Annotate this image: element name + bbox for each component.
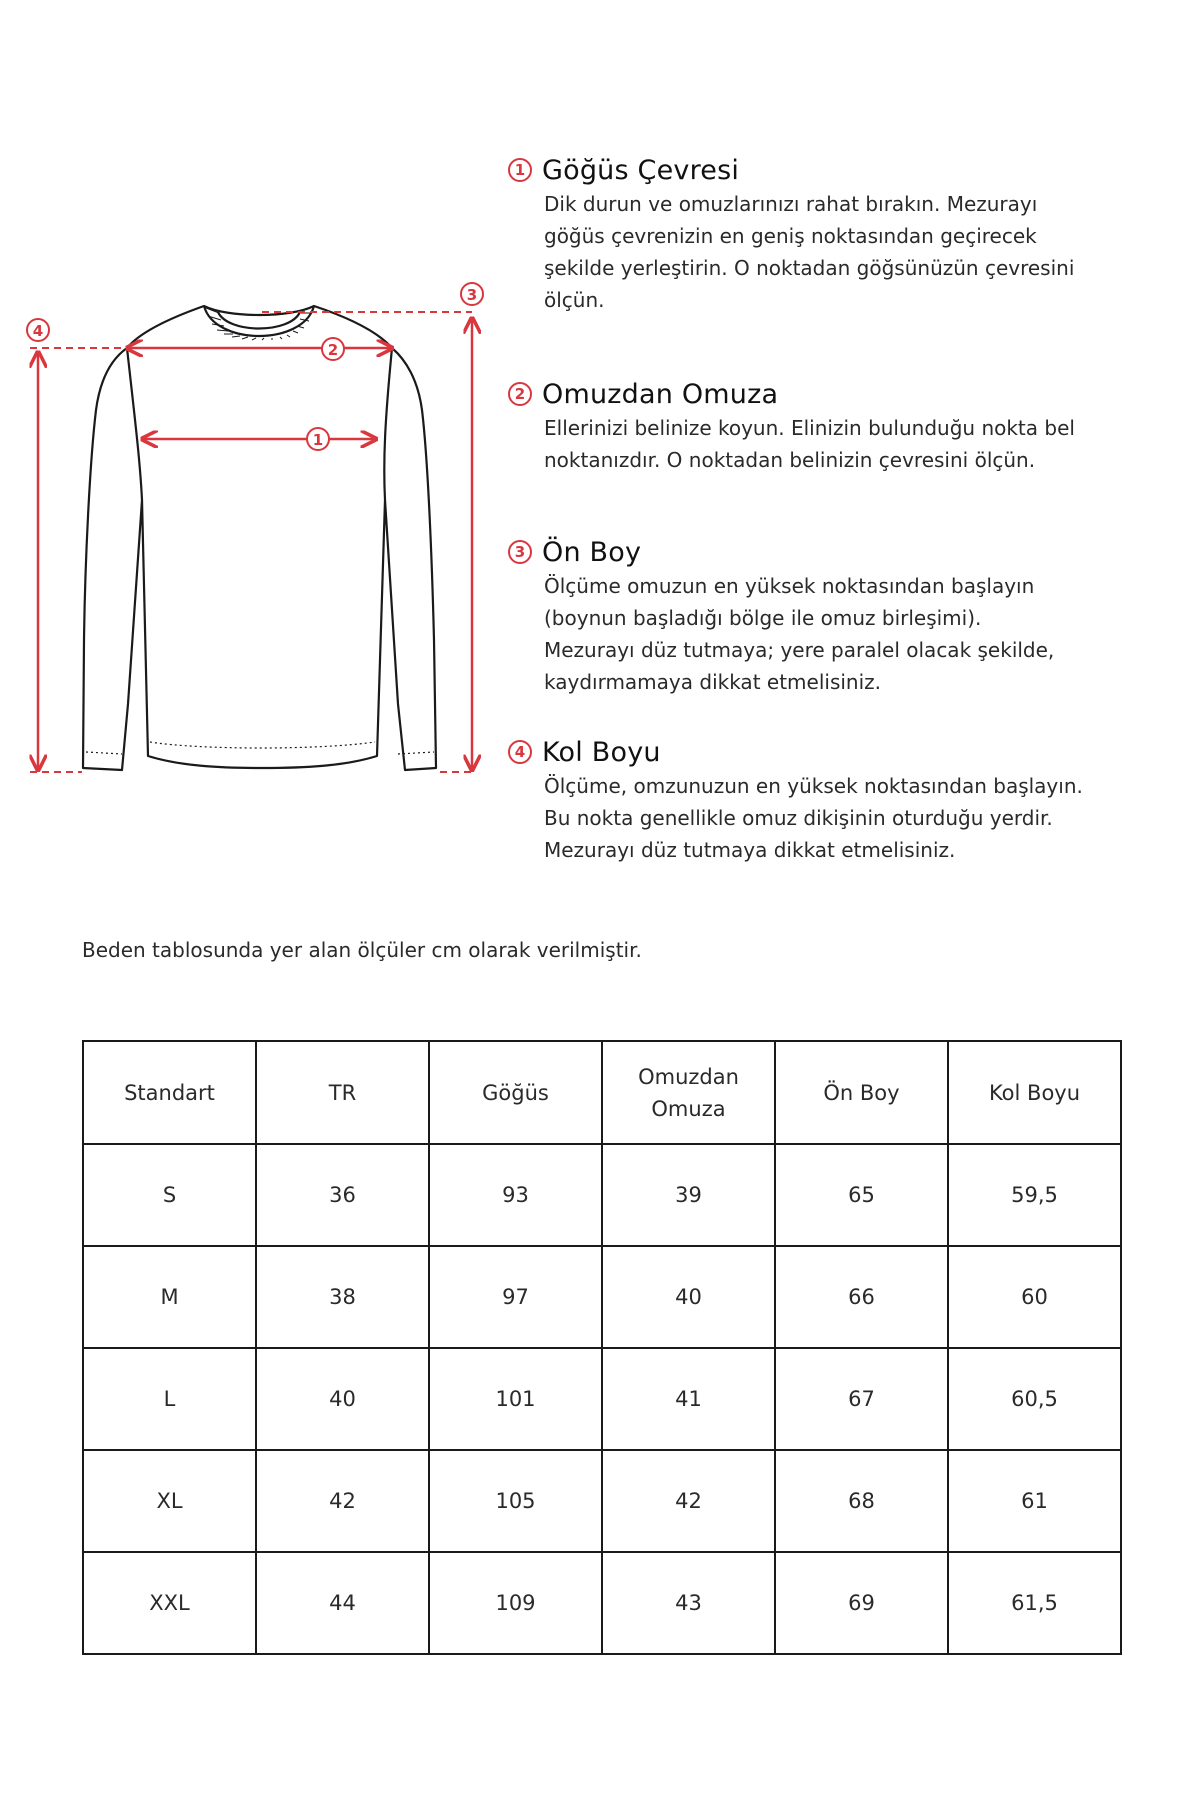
table-cell: 105 (429, 1450, 602, 1552)
sweater-measurement-diagram (0, 0, 520, 900)
svg-text:2: 2 (327, 341, 339, 359)
table-cell: 66 (775, 1246, 948, 1348)
table-cell: M (83, 1246, 256, 1348)
number-1-icon: 1 (508, 158, 532, 182)
size-table (82, 1040, 1122, 1655)
table-row (83, 1246, 1121, 1348)
marker-4-icon (27, 319, 49, 341)
instruction-text: Ölçüme, omzunuzun en yüksek noktasından başlayın. Bu nokta genellikle omuz dikişinin oturduğu yerdir. Mezurayı düz tutmaya dikkat etmelisiniz. (544, 774, 1083, 862)
table-header-row (83, 1041, 1121, 1144)
instruction-header (512, 734, 1152, 770)
table-cell: 60 (948, 1246, 1121, 1348)
number-4-icon: 4 (508, 740, 532, 764)
table-cell: 36 (256, 1144, 429, 1246)
header-kol-boyu: Kol Boyu (948, 1041, 1121, 1144)
table-cell: 59,5 (948, 1144, 1121, 1246)
table-cell: 42 (602, 1450, 775, 1552)
table-cell: 38 (256, 1246, 429, 1348)
table-row (83, 1348, 1121, 1450)
table-cell: 42 (256, 1450, 429, 1552)
units-note: Beden tablosunda yer alan ölçüler cm olarak verilmiştir. (82, 938, 642, 962)
instruction-text: Dik durun ve omuzlarınızı rahat bırakın. Mezurayı göğüs çevrenizin en geniş noktasından geçirecek şekilde yerleştirin. O noktadan göğsünüzün çevresini ölçün. (544, 192, 1075, 312)
table-cell: 40 (602, 1246, 775, 1348)
table-cell: 101 (429, 1348, 602, 1450)
table-cell: 39 (602, 1144, 775, 1246)
marker-3-icon (461, 283, 483, 305)
header-on-boy: Ön Boy (775, 1041, 948, 1144)
instruction-chest (512, 152, 1152, 316)
table-cell: 65 (775, 1144, 948, 1246)
table-cell: 109 (429, 1552, 602, 1654)
instruction-title: Göğüs Çevresi (542, 154, 740, 186)
table-cell: 93 (429, 1144, 602, 1246)
table-cell: XL (83, 1450, 256, 1552)
instruction-sleeve-length (512, 734, 1152, 866)
instruction-title: Kol Boyu (542, 736, 661, 768)
table-cell: 60,5 (948, 1348, 1121, 1450)
table-cell: L (83, 1348, 256, 1450)
table-row (83, 1450, 1121, 1552)
table-cell: 44 (256, 1552, 429, 1654)
table-cell: S (83, 1144, 256, 1246)
instruction-title: Omuzdan Omuza (542, 378, 779, 410)
table-row (83, 1144, 1121, 1246)
instruction-title: Ön Boy (542, 536, 642, 568)
table-cell: XXL (83, 1552, 256, 1654)
table-cell: 61 (948, 1450, 1121, 1552)
table-cell: 61,5 (948, 1552, 1121, 1654)
number-2-icon: 2 (508, 382, 532, 406)
header-standart: Standart (83, 1041, 256, 1144)
instruction-text: Ellerinizi belinize koyun. Elinizin bulunduğu nokta bel noktanızdır. O noktadan belinizin çevresini ölçün. (544, 416, 1075, 472)
svg-text:3: 3 (466, 286, 478, 304)
marker-1-icon (307, 428, 329, 450)
table-cell: 69 (775, 1552, 948, 1654)
table-cell: 43 (602, 1552, 775, 1654)
marker-2-icon (322, 338, 344, 360)
table-row (83, 1552, 1121, 1654)
svg-text:4: 4 (32, 322, 44, 340)
table-cell: 97 (429, 1246, 602, 1348)
sweater-outline (83, 306, 436, 770)
instruction-header (512, 152, 1152, 188)
instruction-header (512, 534, 1152, 570)
header-tr: TR (256, 1041, 429, 1144)
table-cell: 67 (775, 1348, 948, 1450)
table-cell: 41 (602, 1348, 775, 1450)
number-3-icon: 3 (508, 540, 532, 564)
instruction-text: Ölçüme omuzun en yüksek noktasından başlayın (boynun başladığı bölge ile omuz birleşimi). Mezurayı düz tutmaya; yere paralel olacak şekilde, kaydırmamaya dikkat etmelisiniz. (544, 574, 1055, 694)
instruction-shoulder (512, 376, 1152, 476)
svg-text:1: 1 (312, 431, 324, 449)
table-cell: 68 (775, 1450, 948, 1552)
instruction-header (512, 376, 1152, 412)
instruction-front-length (512, 534, 1152, 698)
header-omuzdan-omuza: Omuzdan Omuza (602, 1041, 775, 1144)
header-gogus: Göğüs (429, 1041, 602, 1144)
table-cell: 40 (256, 1348, 429, 1450)
